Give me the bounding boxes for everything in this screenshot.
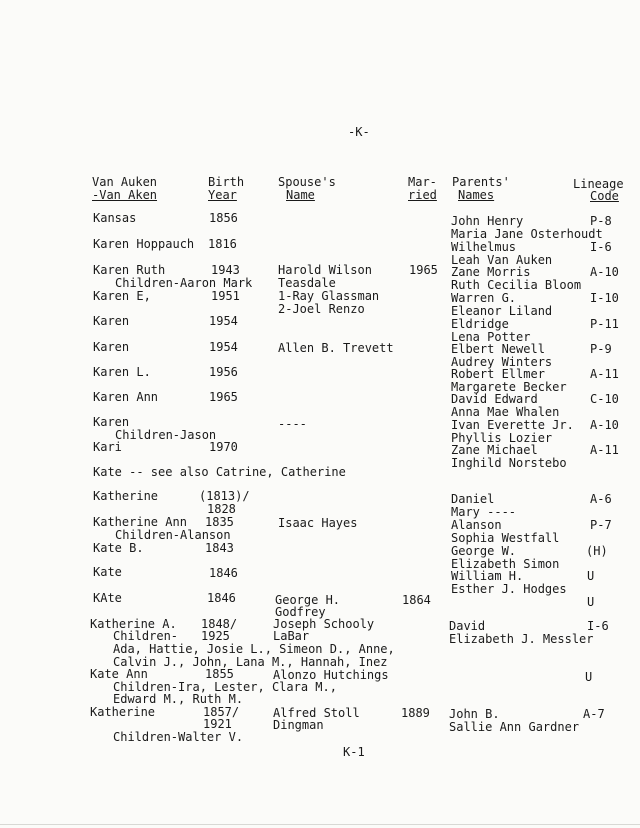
entry-children-cont: Calvin J., John, Lana M., Hannah, Inez — [113, 655, 388, 669]
header-lineage-2: Code — [590, 189, 619, 203]
entry-lineage-code: I-10 — [590, 291, 619, 305]
entry-birth: 1857/ — [203, 705, 240, 719]
entry-parent-mother: Elizabeth Simon — [451, 557, 560, 571]
entry-spouse-cont: Godfrey — [275, 605, 326, 619]
entry-parent-father: Robert Ellmer — [451, 367, 545, 381]
entry-parent-father: Wilhelmus — [451, 240, 517, 254]
entry-name: Katherine — [90, 705, 156, 719]
entry-spouse-cont: 2-Joel Renzo — [278, 302, 365, 316]
entry-lineage-code: I-6 — [587, 619, 609, 633]
entry-name: Katherine Ann — [93, 515, 187, 529]
entry-lineage-code: A-11 — [590, 443, 619, 457]
entry-spouse-cont: Dingman — [273, 718, 324, 732]
header-spouse-1: Spouse's — [278, 175, 336, 189]
entry-name: Karen L. — [93, 365, 151, 379]
entry-parent-father: George W. — [451, 544, 517, 558]
entry-parent-father: Eldridge — [451, 317, 509, 331]
entry-married: 1965 — [409, 263, 438, 277]
header-married-2: ried — [408, 188, 437, 202]
header-name-2: -Van Aken — [92, 188, 158, 202]
header-birth-2: Year — [208, 188, 237, 202]
entry-parent-father: Daniel — [451, 492, 495, 506]
entry-children-cont: Edward M., Ruth M. — [113, 692, 244, 706]
header-birth-1: Birth — [208, 175, 245, 189]
entry-parent-father: Zane Morris — [451, 265, 531, 279]
header-married-1: Mar- — [408, 175, 437, 189]
entry-name: Kate Ann — [90, 667, 148, 681]
entry-birth: 1943 — [211, 263, 240, 277]
entry-lineage-code: A-10 — [590, 265, 619, 279]
entry-spouse-cont: LaBar — [273, 629, 310, 643]
entry-parent-mother: Maria Jane Osterhoudt — [451, 227, 603, 241]
entry-cross-reference: Kate -- see also Catrine, Catherine — [93, 465, 346, 479]
entry-lineage-code: A-7 — [583, 707, 605, 721]
entry-lineage-code: I-6 — [590, 240, 612, 254]
entry-parent-father: Zane Michael — [451, 443, 538, 457]
entry-parent-father: William H. — [451, 569, 524, 583]
entry-name: Karen — [93, 415, 130, 429]
entry-name: KAte — [93, 591, 122, 605]
entry-birth: 1951 — [211, 289, 240, 303]
entry-birth: (1813)/ — [199, 489, 250, 503]
entry-lineage-code: U — [585, 670, 593, 684]
entry-name: Kate — [93, 565, 122, 579]
entry-parent-father: David Edward — [451, 392, 538, 406]
entry-name: Karen Ruth — [93, 263, 166, 277]
entry-parent-mother: Sophia Westfall — [451, 531, 560, 545]
entry-lineage-code: C-10 — [590, 392, 619, 406]
entry-lineage-code: A-6 — [590, 492, 612, 506]
entry-name: Karen Ann — [93, 390, 159, 404]
entry-parent-mother: Ruth Cecilia Bloom — [451, 278, 582, 292]
entry-birth: 1965 — [209, 390, 238, 404]
entry-birth: 1843 — [205, 541, 234, 555]
scan-edge-line — [0, 824, 640, 825]
header-spouse-2: Name — [286, 188, 315, 202]
entry-children-cont: Ada, Hattie, Josie L., Simeon D., Anne, — [113, 642, 395, 656]
entry-birth: 1954 — [209, 340, 238, 354]
entry-birth: 1835 — [205, 515, 234, 529]
entry-children: Children-Jason — [115, 428, 217, 442]
entry-parent-mother: Inghild Norstebo — [451, 456, 567, 470]
entry-name: Karen — [93, 340, 130, 354]
entry-birth: 1956 — [209, 365, 238, 379]
entry-spouse: Alonzo Hutchings — [273, 668, 389, 682]
entry-birth: 1954 — [209, 314, 238, 328]
entry-parent-mother: Audrey Winters — [451, 355, 553, 369]
entry-spouse: ---- — [278, 417, 307, 431]
entry-name: Karen — [93, 314, 130, 328]
entry-name: Karen E, — [93, 289, 151, 303]
entry-children: Children-Aaron Mark — [115, 276, 253, 290]
entry-spouse-cont: Teasdale — [278, 276, 336, 290]
entry-parent-mother: Eleanor Liland — [451, 304, 553, 318]
entry-parent-father: Elbert Newell — [451, 342, 545, 356]
entry-lineage-code: P-8 — [590, 214, 612, 228]
page-number: K-1 — [343, 745, 365, 759]
entry-married: 1864 — [402, 593, 431, 607]
entry-lineage-code: U — [587, 595, 595, 609]
entry-parent-mother: Elizabeth J. Messler — [449, 632, 594, 646]
entry-lineage-code: P-9 — [590, 342, 612, 356]
entry-children: Children-Walter V. — [113, 730, 244, 744]
entry-spouse: 1-Ray Glassman — [278, 289, 380, 303]
entry-married: 1889 — [401, 706, 430, 720]
entry-name: Kate B. — [93, 541, 144, 555]
entry-spouse: George H. — [275, 593, 341, 607]
entry-parent-father: John B. — [449, 707, 500, 721]
entry-lineage-code: P-7 — [590, 518, 612, 532]
entry-children: Children- — [113, 629, 179, 643]
entry-birth-cont: 1925 — [201, 629, 230, 643]
entry-parent-mother: Anna Mae Whalen — [451, 405, 560, 419]
entry-lineage-code: (H) — [586, 544, 608, 558]
header-parents-2: Names — [458, 188, 495, 202]
entry-name: Katherine A. — [90, 617, 177, 631]
entry-lineage-code: U — [587, 569, 595, 583]
entry-lineage-code: A-10 — [590, 418, 619, 432]
entry-parent-father: Warren G. — [451, 291, 517, 305]
entry-parent-mother: Esther J. Hodges — [451, 582, 567, 596]
entry-name: Karen Hoppauch — [93, 237, 195, 251]
entry-spouse: Harold Wilson — [278, 263, 372, 277]
entry-children: Children-Alanson — [115, 528, 231, 542]
entry-parent-mother: Lena Potter — [451, 330, 531, 344]
entry-birth: 1848/ — [201, 617, 238, 631]
entry-spouse: Isaac Hayes — [278, 516, 358, 530]
entry-name: Kansas — [93, 211, 137, 225]
entry-birth: 1816 — [208, 237, 237, 251]
entry-spouse: Alfred Stoll — [273, 706, 360, 720]
entry-spouse: Joseph Schooly — [273, 617, 375, 631]
entry-lineage-code: P-11 — [590, 317, 619, 331]
entry-birth: 1856 — [209, 211, 238, 225]
entry-parent-mother: Sallie Ann Gardner — [449, 720, 580, 734]
entry-parent-mother: Mary ---- — [451, 505, 517, 519]
entry-name: Kari — [93, 440, 122, 454]
entry-birth: 1970 — [209, 440, 238, 454]
entry-parent-father: John Henry — [451, 214, 524, 228]
entry-birth: 1846 — [209, 566, 238, 580]
entry-children: Children-Ira, Lester, Clara M., — [113, 680, 337, 694]
entry-parent-mother: Margarete Becker — [451, 380, 567, 394]
entry-parent-father: David — [449, 619, 486, 633]
entry-spouse: Allen B. Trevett — [278, 341, 394, 355]
entry-name: Katherine — [93, 489, 159, 503]
entry-parent-father: Ivan Everette Jr. — [451, 418, 574, 432]
header-lineage-1: Lineage — [573, 177, 624, 191]
page-letter-heading: -K- — [348, 125, 370, 139]
entry-parent-mother: Phyllis Lozier — [451, 431, 553, 445]
entry-birth: 1846 — [207, 591, 236, 605]
header-parents-1: Parents' — [452, 175, 510, 189]
entry-lineage-code: A-11 — [590, 367, 619, 381]
entry-parent-mother: Leah Van Auken — [451, 253, 553, 267]
entry-birth-cont: 1921 — [203, 717, 232, 731]
entry-birth: 1855 — [205, 667, 234, 681]
header-name-1: Van Auken — [92, 175, 158, 189]
entry-birth-cont: 1828 — [207, 502, 236, 516]
entry-parent-father: Alanson — [451, 518, 502, 532]
